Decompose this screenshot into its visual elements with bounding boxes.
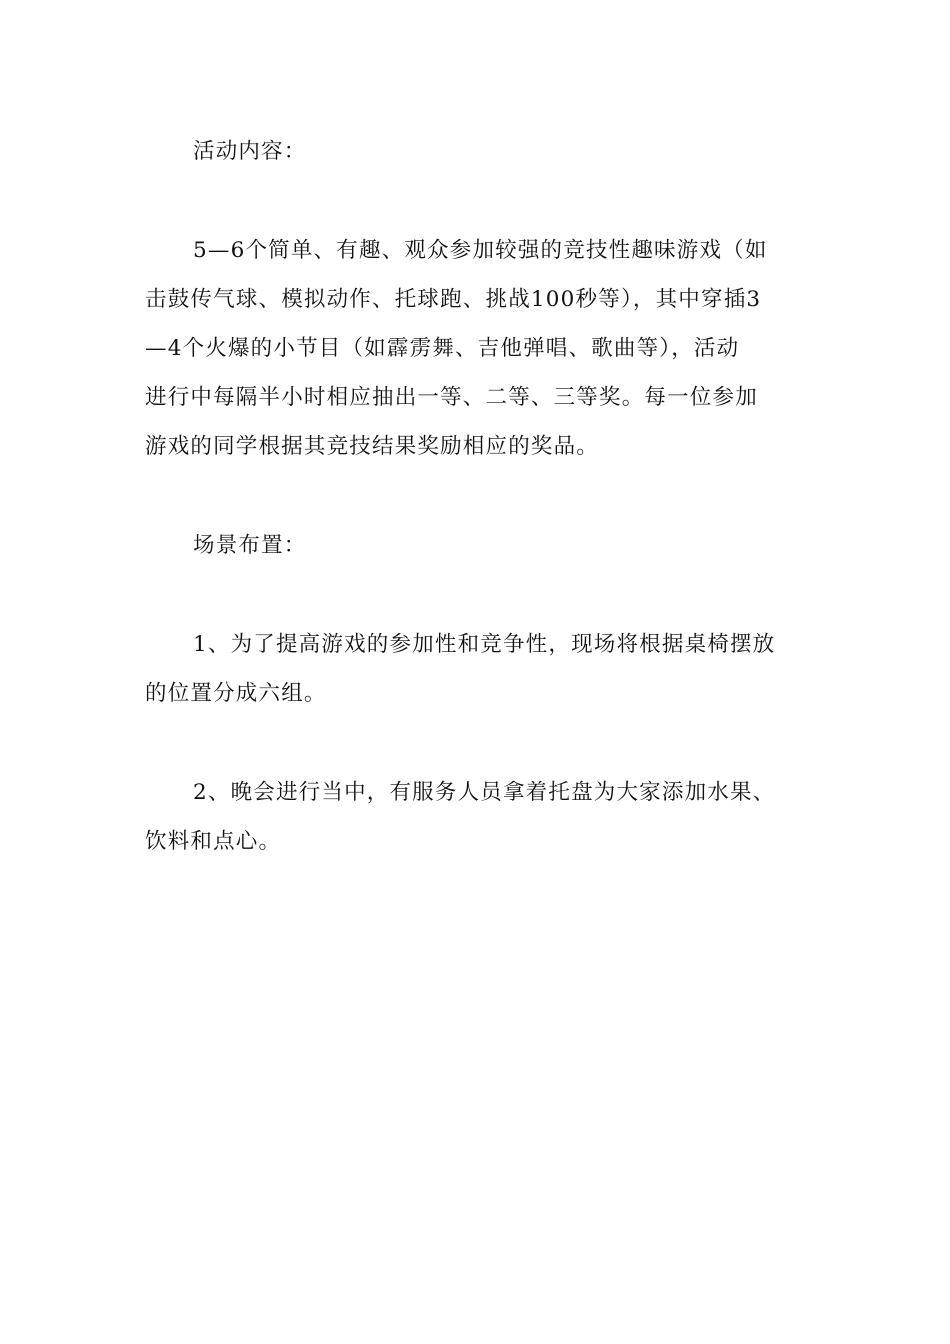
text-line: —4个火爆的小节目（如霹雳舞、吉他弹唱、歌曲等），活动	[145, 336, 740, 361]
text-line: 饮料和点心。	[145, 829, 282, 854]
paragraph-activity-content	[145, 226, 810, 471]
text-line: 击鼓传气球、模拟动作、托球跑、挑战100秒等），其中穿插3	[145, 287, 762, 312]
section-heading-scene: 场景布置：	[193, 533, 307, 558]
text-line: 1、为了提高游戏的参加性和竞争性，现场将根据桌椅摆放	[193, 632, 776, 657]
text-line: 游戏的同学根据其竞技结果奖励相应的奖品。	[145, 434, 600, 459]
section-heading-activity: 活动内容：	[193, 139, 307, 164]
text-line: 进行中每隔半小时相应抽出一等、二等、三等奖。每一位参加	[145, 385, 758, 410]
text-line: 5—6个简单、有趣、观众参加较强的竞技性趣味游戏（如	[193, 238, 768, 263]
document-body	[145, 127, 810, 916]
text-line: 2、晚会进行当中，有服务人员拿着托盘为大家添加水果、	[193, 780, 776, 805]
paragraph-scene-item-1	[145, 620, 810, 718]
paragraph-scene-item-2	[145, 768, 810, 866]
text-line: 的位置分成六组。	[145, 681, 327, 706]
